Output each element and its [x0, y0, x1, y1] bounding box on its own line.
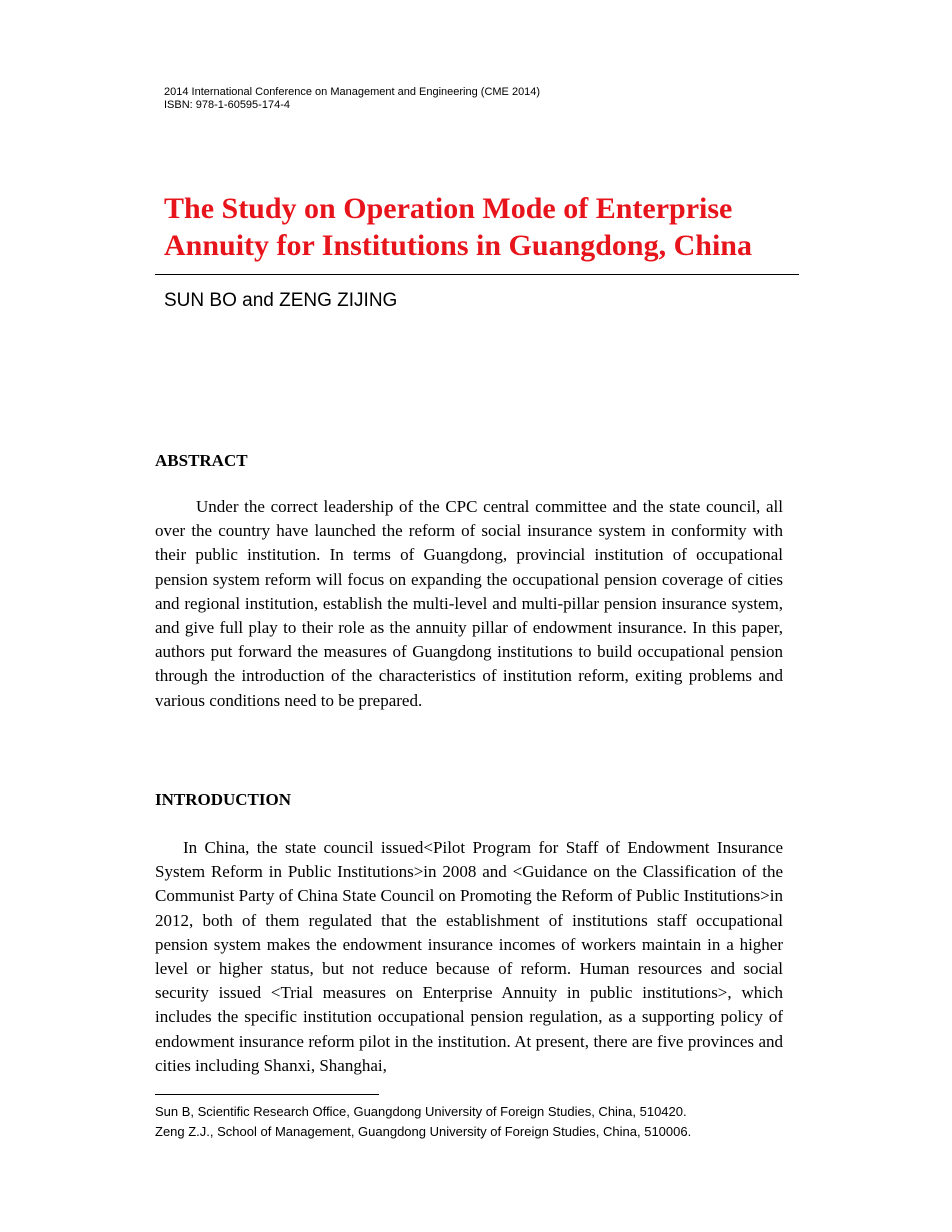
title-line-1: The Study on Operation Mode of Enterprise — [164, 192, 733, 225]
introduction-heading: INTRODUCTION — [155, 790, 292, 809]
footnote-2: Zeng Z.J., School of Management, Guangdong University of Foreign Studies, China, 510006. — [155, 1124, 692, 1139]
paper-title — [164, 190, 824, 264]
footnote-rule — [155, 1094, 379, 1095]
isbn: ISBN: 978-1-60595-174-4 — [164, 99, 290, 111]
abstract-text: Under the correct leadership of the CPC central committee and the state council, all over the country have launched the reform of social insurance system in conformity with their public institution. In terms of Guangdong, provincial institution of occupational pension system reform will focus on expanding the occupational pension coverage of cities and regional institution, establish the multi-level and multi-pillar pension insurance system, and give full play to their role as the annuity pillar of endowment insurance. In this paper, authors put forward the measures of Guangdong institutions to build occupational pension through the introduction of the characteristics of institution reform, exiting problems and various conditions need to be prepared. — [155, 497, 783, 710]
title-line-2: Annuity for Institutions in Guangdong, China — [164, 229, 752, 262]
authors: SUN BO and ZENG ZIJING — [164, 290, 398, 311]
introduction-text: In China, the state council issued<Pilot Program for Staff of Endowment Insurance System Reform in Public Institutions>in 2008 and <Guidance on the Classification of the Communist Party of China State Council on Promoting the Reform of Public Institutions>in 2012, both of them regulated that the establishment of institutions staff occupational pension system makes the endowment insurance incomes of workers maintain in a higher level or higher status, but not reduce because of reform. Human resources and social security issued <Trial measures on Enterprise Annuity in public institutions>, which includes the specific institution occupational pension regulation, as a supporting policy of endowment insurance reform pilot in the institution. At present, there are five provinces and cities including Shanxi, Shanghai, — [155, 838, 783, 1075]
conference-name: 2014 International Conference on Management and Engineering (CME 2014) — [164, 86, 541, 98]
abstract-heading: ABSTRACT — [155, 451, 248, 470]
title-rule — [155, 274, 799, 275]
footnote-1: Sun B, Scientific Research Office, Guangdong University of Foreign Studies, China, 510420. — [155, 1104, 687, 1119]
